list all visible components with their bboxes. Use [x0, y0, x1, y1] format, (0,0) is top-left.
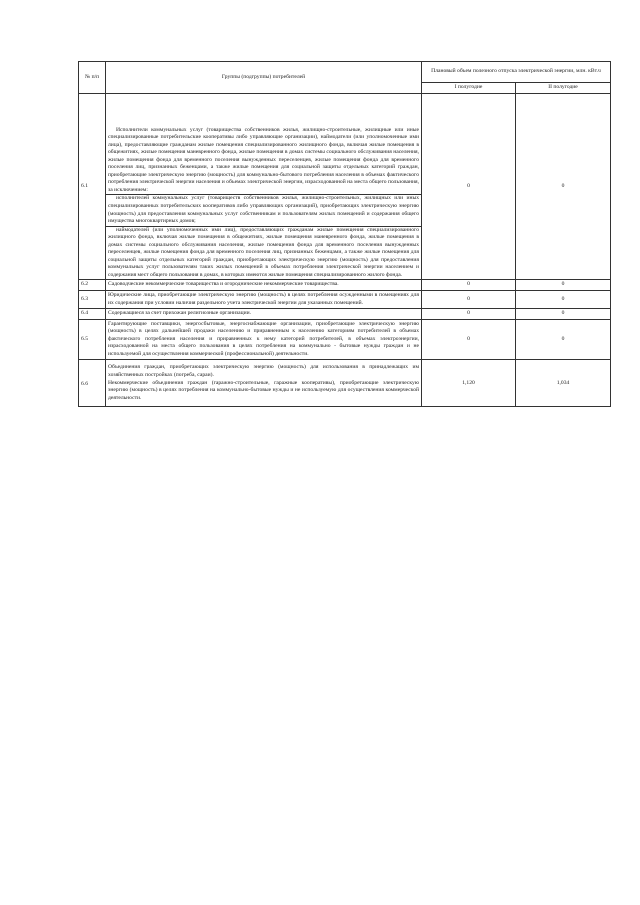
- value-half-1: 0: [422, 93, 516, 280]
- consumption-table: [78, 61, 611, 407]
- value-half-1: 0: [422, 291, 516, 309]
- row-number: 6.1: [79, 93, 106, 280]
- table-row: [79, 280, 611, 291]
- row-description: Юридические лица, приобретающие электрическую энергию (мощность) в целях потребления осужденными в помещениях для их содержания при условии наличия раздельного учета электрической энергии для указанных помещений.: [106, 291, 422, 309]
- header-row: [79, 62, 611, 83]
- header-number: № п/п: [79, 62, 106, 94]
- row-description: [106, 360, 422, 407]
- value-half-2: 0: [516, 319, 611, 360]
- value-half-1: 0: [422, 319, 516, 360]
- value-half-2: 1,034: [516, 360, 611, 407]
- row-paragraph: Объединения граждан, приобретающих электрическую энергию (мощность) для использования в принадлежащих им хозяйственных постройках (погреба, сараи).: [108, 364, 419, 378]
- row-number: 6.4: [79, 309, 106, 320]
- row-paragraph: исполнителей коммунальных услуг (товариществ собственников жилья, жилищно-строительных, жилищных или иных специализированных потребительских кооперативов либо управляющих организаций), приобретающих электрическую энергию (мощность) для предоставления коммунальных услуг собственникам и пользователям жилых помещений и содержания общего имущества многоквартирных домов;: [108, 195, 419, 225]
- table-row: [79, 319, 611, 360]
- row-paragraph: Некоммерческие объединения граждан (гаражно-строительные, гаражные кооперативы), приобретающие электрическую энергию (мощность) в целях потребления на коммунально-бытовые нужды и не используемую для осуществления коммерческой деятельности.: [108, 379, 419, 401]
- header-planned-volume: Плановый объем полезного отпуска электрической энергии, млн. кВт.ч: [422, 62, 611, 83]
- table-row: [79, 93, 611, 280]
- header-half-1: I полугодие: [422, 83, 516, 94]
- row-description: Содержащиеся за счет прихожан религиозные организации.: [106, 309, 422, 320]
- header-half-2: II полугодие: [516, 83, 611, 94]
- table-row: [79, 309, 611, 320]
- row-paragraph: Исполнители коммунальных услуг (товарищества собственников жилья, жилищно-строительные, жилищные или иные специализированные потребительские кооперативы либо управляющие организации), наймодатели (или уполномоченные ими лица), предоставляющие гражданам жилые помещения специализированного жилищного фонда, включая жилые помещения в общежитиях, жилые помещения маневренного фонда, жилые помещения в домах системы социального обслуживания населения, жилые помещения фонда для временного поселения вынужденных переселенцев, жилые помещения фонда для временного поселения лиц, признанных беженцами, а также жилые помещения для социальной защиты отдельных категорий граждан, приобретающие электрическую энергию (мощность) для коммунально-бытового потребления населения в объемах фактического потребления электрической энергии населения и объемах электрической энергии, израсходованной на места общего пользования, за исключением:: [108, 126, 419, 193]
- table-row: [79, 360, 611, 407]
- row-number: 6.3: [79, 291, 106, 309]
- table-row: [79, 291, 611, 309]
- value-half-1: 0: [422, 280, 516, 291]
- value-half-1: 1,120: [422, 360, 516, 407]
- row-number: 6.5: [79, 319, 106, 360]
- value-half-1: 0: [422, 309, 516, 320]
- value-half-2: 0: [516, 291, 611, 309]
- value-half-2: 0: [516, 309, 611, 320]
- header-consumer-groups: Группы (подгруппы) потребителей: [106, 62, 422, 94]
- value-half-2: 0: [516, 93, 611, 280]
- row-number: 6.6: [79, 360, 106, 407]
- row-description: Садоводческие некоммерческие товарищества и огороднические некоммерческие товарищества.: [106, 280, 422, 291]
- value-half-2: 0: [516, 280, 611, 291]
- row-paragraph: наймодателей (или уполномоченных ими лиц), предоставляющих гражданам жилые помещения специализированного жилищного фонда, включая жилые помещения в общежитиях, жилые помещения маневренного фонда, жилые помещения в домах системы социального обслуживания населения, жилые помещения фонда для временного поселения вынужденных переселенцев, жилые помещения фонда для временного поселения лиц, признанных беженцами, а также жилые помещения для социальной защиты отдельных категорий граждан, приобретающих электрическую энергию (мощность) для предоставления коммунальных услуг пользователям таких жилых помещений в объемах потребления электрической энергии населением и содержания мест общего пользования в домах, в которых имеются жилые помещения специализированного жилого фонда.: [108, 226, 419, 278]
- row-description: [106, 93, 422, 280]
- row-number: 6.2: [79, 280, 106, 291]
- row-description: Гарантирующие поставщики, энергосбытовые, энергоснабжающие организации, приобретающие электрическую энергию (мощность) в целях дальнейшей продажи населению и приравненным к населению категориям потребителей в объемах фактического потребления населения и приравненных к нему категорий потребителей, в объемах электроэнергии, израсходованной на места общего пользования в целях потребления на коммунально - бытовые нужды граждан и не используемой для осуществления коммерческой (профессиональной) деятельности.: [106, 319, 422, 360]
